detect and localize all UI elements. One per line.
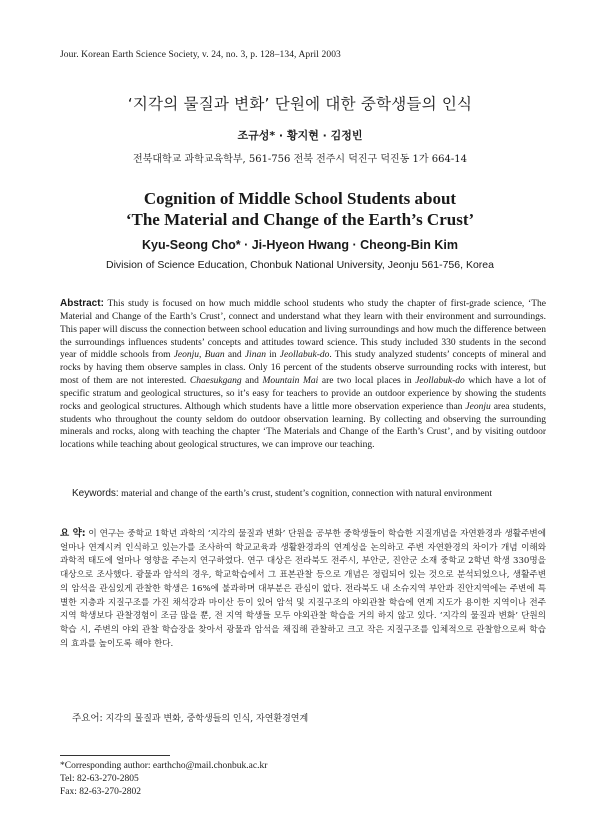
korean-keywords-label: 주요어: bbox=[72, 713, 103, 724]
place-name: Buan bbox=[204, 350, 225, 361]
english-title bbox=[0, 188, 600, 230]
keywords-text: material and change of the earth’s crust, student’s cognition, connection with natural environment bbox=[118, 489, 492, 499]
abstract-text: which have a lot of specific stratum and geological structures, so it’s easy for teachers to provide an outdoor experience by showing the students rocks and geological structures. Although which students have a little more observation experience than bbox=[60, 376, 547, 412]
journal-citation: Jour. Korean Earth Science Society, v. 24, no. 3, p. 128–134, April 2003 bbox=[60, 50, 341, 60]
place-name: Jeonju bbox=[465, 401, 491, 412]
korean-affiliation: 전북대학교 과학교육학부, 561-756 전북 전주시 덕진구 덕진동 1가 664-14 bbox=[133, 154, 467, 165]
english-authors: Kyu-Seong Cho* · Ji-Hyeon Hwang · Cheong-Bin Kim bbox=[142, 238, 458, 252]
place-name: Mountain Mai bbox=[262, 376, 319, 387]
footnote-divider bbox=[60, 755, 170, 756]
keywords-label: Keywords: bbox=[72, 488, 119, 499]
korean-keywords bbox=[72, 710, 552, 724]
abstract-text: and bbox=[241, 376, 263, 387]
place-name: Jeollabuk-do bbox=[279, 350, 330, 361]
place-name: Jeollabuk-do bbox=[415, 376, 465, 387]
place-name: Jinan bbox=[244, 350, 266, 361]
abstract-text: , bbox=[199, 350, 205, 361]
korean-title: ‘지각의 물질과 변화’ 단원에 대한 중학생들의 인식 bbox=[127, 95, 473, 113]
abstract-text: and bbox=[224, 350, 245, 361]
abstract bbox=[60, 298, 546, 452]
korean-abstract-text: 이 연구는 중학교 1학년 과학의 ‘지각의 물질과 변화’ 단원을 공부한 중학생들이 학습한 지질개념을 자연환경과 생활주변에 얼마나 연계시켜 인식하고 있는가를 조사하여 학교교육과 생활환경과의 연계성을 논의하고 주변 자연환경의 차이가 개념 이해와 과학적 태도에 얼마나 영향을 주는지 연구하였다. 연구 대상은 전라북도 전주시, 부안군, 진안군 소재 중학교 2학년 학생 330명을 대상으로 조사했다. 광물과 암석의 경우, 학교학습에서 그 표본관찰 등으로 개념은 정립되어 있는 것으로 분석되었으나, 생활주변의 암석을 관심있게 관찰한 학생은 16%에 불과하며 대부분은 관심이 없다. 전라북도 내 소슈지역 부안과 진안지역에는 주변에 특별한 지층과 지질구조를 가진 채석강과 마이산 등이 있어 암석 및 지질구조의 야외관찰 학습에 연계 지도가 용이한 지역이나 전주지역 학생보다 관찰경험이 조금 많을 뿐, 전 지역 학생들 모두 야외관찰 학습을 거의 하지 않고 있다. ‘지각의 물질과 변화’ 단원의 학습 시, 주변의 야외 관찰 학습장을 찾아서 광물과 암석을 채집해 관찰하고 크고 작은 지질구조를 입체적으로 관찰함으로써 학습의 효과를 높이도록 해야 한다. bbox=[60, 529, 546, 649]
abstract-label: Abstract: bbox=[60, 298, 104, 309]
telephone: Tel: 82-63-270-2805 bbox=[60, 774, 139, 784]
corresponding-author: *Corresponding author: earthcho@mail.chonbuk.ac.kr bbox=[60, 761, 268, 771]
english-affiliation: Division of Science Education, Chonbuk National University, Jeonju 561-756, Korea bbox=[106, 259, 494, 271]
english-title-line-1: Cognition of Middle School Students about bbox=[143, 189, 457, 208]
abstract-text: area students, students who throughout the county seldom do outdoor observation learning. By collecting and observing the surrounding minerals and rocks, along with teaching the chapter ‘The Materials and Change of the Earth’s Crust’, and by visiting outdoor locations while teaching about geological structures, we can improve our teaching. bbox=[60, 401, 547, 451]
keywords bbox=[72, 488, 552, 499]
fax: Fax: 82-63-270-2802 bbox=[60, 787, 142, 797]
abstract-text: in bbox=[265, 350, 280, 361]
korean-abstract bbox=[60, 527, 546, 651]
abstract-text: are two local places in bbox=[318, 376, 416, 387]
abstract-text: This study is focused on how much middle school students who study the chapter of first-grade science, ‘The Material and Change of the Earth’s Crust’, connect and understand what they learn with their environment and surroundings. This paper will discuss the connection between school education and living surroundings and how much the difference between the surroundings influences students’ concepts and attitudes toward science. This study included 330 students in the second year of middle schools from bbox=[60, 299, 546, 361]
place-name: Chaesukgang bbox=[189, 376, 242, 387]
korean-abstract-label: 요 약: bbox=[60, 528, 86, 539]
korean-authors: 조규성* · 황지현 · 김정빈 bbox=[237, 129, 363, 142]
english-title-line-2: ‘The Material and Change of the Earth’s Crust’ bbox=[125, 210, 475, 229]
place-name: Jeonju bbox=[173, 350, 200, 361]
footnotes bbox=[60, 760, 267, 799]
korean-keywords-text: 지각의 물질과 변화, 중학생들의 인식, 자연환경연계 bbox=[102, 714, 309, 724]
abstract-text: . This study analyzed students’ concepts of mineral and rocks by having them observe samples in class. Only 16 percent of the students observe surrounding rocks with interest, but most of them are not interested. bbox=[60, 350, 547, 387]
